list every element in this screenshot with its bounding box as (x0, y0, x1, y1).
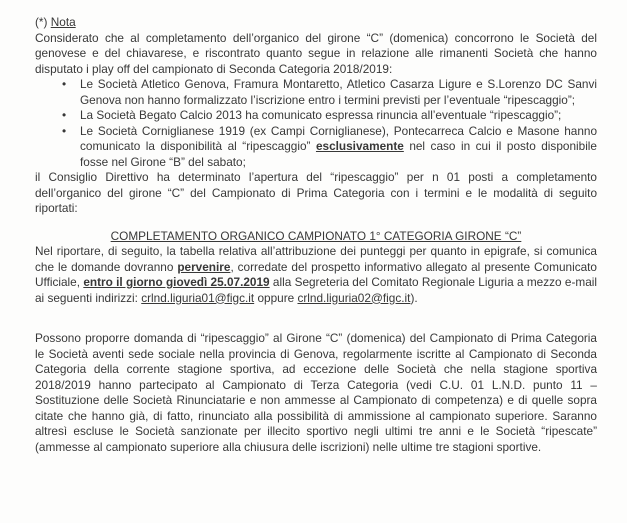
section-heading (35, 229, 597, 245)
text-segment: Le Società Corniglianese 1919 (ex Campi Corniglianese), Pontecarreca Calcio e Masone hanno comunicato la disponibilità al “ripescaggio” (80, 123, 597, 153)
bullet-list (35, 77, 597, 170)
text-segment: pervenire (177, 259, 231, 274)
text-segment: ). (410, 290, 418, 305)
text-segment: Nel riportare, di seguito, la tabella relativa all’attribuzione dei punteggi per quanto in epigrafe, si comunica che le domande dovranno (35, 244, 597, 274)
note-title-label: Nota (50, 15, 76, 29)
bullet-icon: • (62, 123, 67, 138)
text-segment: il Consiglio Direttivo ha determinato l’apertura del “ripescaggio” per n 01 posti a completamento dell’organico del girone “C” del Campionato di Prima Categoria con i termini e le modalità di seguito riportati: (35, 170, 597, 215)
note-intro-paragraph (35, 31, 597, 78)
email-link-2[interactable]: crlnd.liguria02@figc.it (297, 290, 411, 305)
bullet-item-text (80, 108, 597, 124)
text-segment: Le Società Atletico Genova, Framura Montaretto, Atletico Casarza Ligure e S.Lorenzo DC Sanvi Genova non hanno formalizzato l’iscrizione entro i termini previsti per l’eventuale “ripescaggio”; (80, 77, 597, 107)
text-segment: Possono proporre domanda di “ripescaggio” al Girone “C” (domenica) del Campionato di Prima Categoria le Società aventi sede sociale nella provincia di Genova, regolarmente iscritte al Campionato di Seconda Categoria della corrente stagione sportiva, ad eccezione delle Società che nella stagione sportiva 2018/2019 hanno partecipato al Campionato di Terza Categoria (vedi C.U. 01 L.N.D. punto 11 – Sostituzione delle Società Rinunciatarie e non ammesse al Campionato di competenza) e di quelle sopra citate che hanno già, di fatto, rinunciato alla possibilità di ammissione al campionato superiore. Saranno altresì escluse le Società sanzionate per illecito sportivo negli ultimi tre anni e le Società “ripescate” (ammesse al campionato superiore alla chiusura delle iscrizioni) nelle ultime tre stagioni sportive. (35, 331, 597, 454)
email-link-1[interactable]: crlnd.liguria01@figc.it (141, 290, 255, 305)
bullet-icon: • (62, 77, 67, 91)
eligibility-paragraph (35, 331, 597, 455)
text-segment: nel caso in cui il posto disponibile fosse nel Girone “B” del sabato; (80, 139, 597, 169)
bullet-item-text (80, 77, 597, 108)
bullet-item-conditional-availability (62, 124, 597, 171)
text-segment: esclusivamente (315, 139, 404, 153)
section-heading-text: COMPLETAMENTO ORGANICO CAMPIONATO 1° CATEGORIA GIRONE “C” (110, 228, 522, 243)
text-segment: oppure (254, 290, 298, 305)
bullet-item-non-formalized (62, 77, 597, 108)
bullet-item-renounce (62, 108, 597, 124)
text-segment: , corredate del prospetto informativo allegato al presente Comunicato Ufficiale, (35, 259, 597, 289)
text-segment: Considerato che al completamento dell’organico del girone “C” (domenica) concorrono le Società del genovese e del chiavarese, e riscontrato quanto segue in relazione alle rimanenti Società che hanno disputato i play off del campionato di Seconda Categoria 2018/2019: (35, 30, 597, 76)
bullet-icon: • (62, 108, 67, 122)
text-segment: La Società Begato Calcio 2013 ha comunicato espressa rinuncia all’eventuale “ripescaggio”; (80, 108, 562, 122)
note-asterisk-marker: (*) (35, 15, 51, 29)
text-segment: entro il giorno giovedì 25.07.2019 (83, 275, 270, 289)
note-title (35, 15, 597, 31)
text-segment: alla Segreteria del Comitato Regionale Liguria a mezzo e-mail ai seguenti indirizzi: (35, 275, 598, 305)
bullet-item-text (80, 124, 597, 171)
decision-paragraph (35, 170, 597, 217)
submission-instructions-paragraph (35, 244, 597, 306)
